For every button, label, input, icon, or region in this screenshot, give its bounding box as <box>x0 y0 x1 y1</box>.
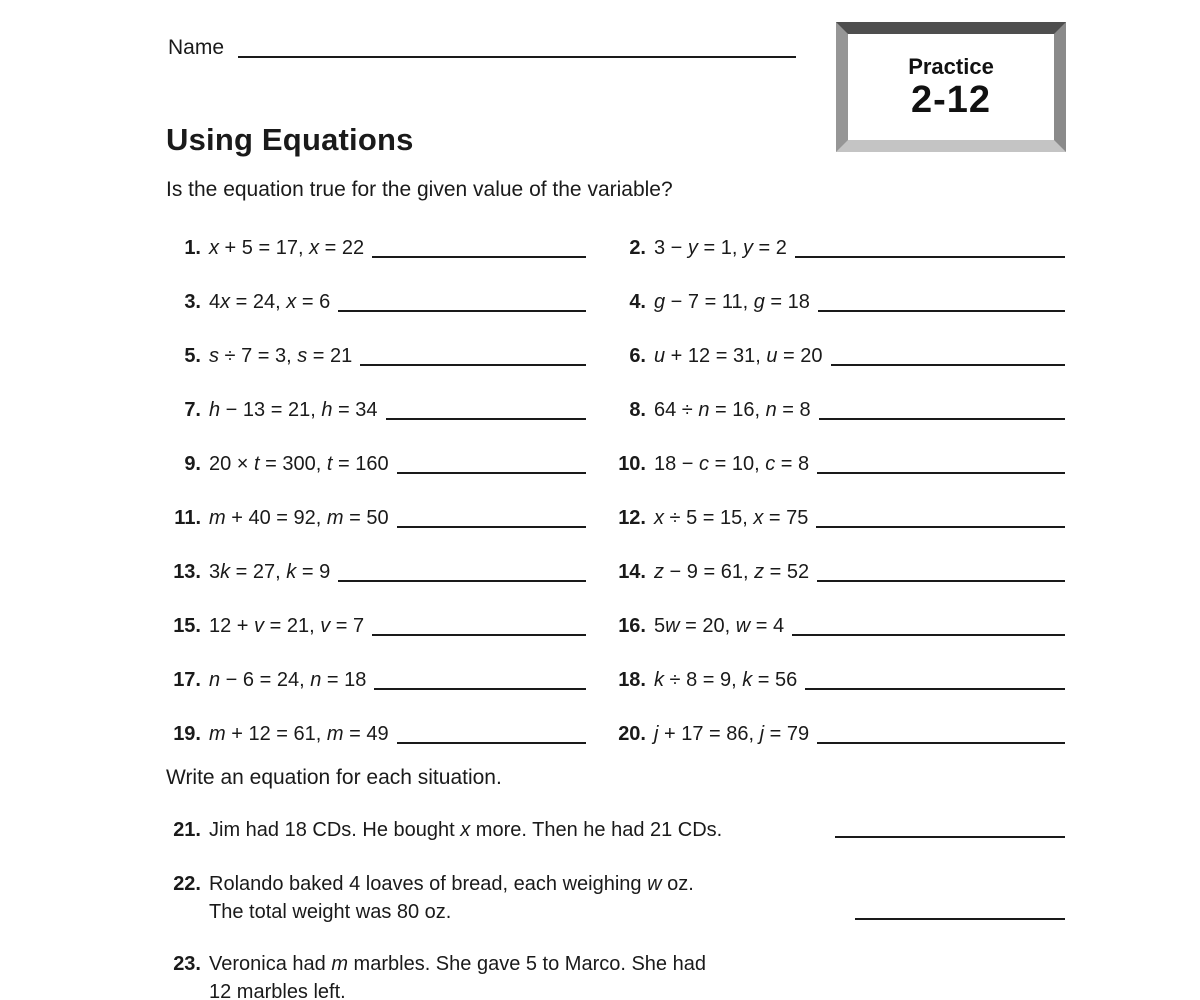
equation-text: 18 − c = 10, c = 8 <box>654 453 810 475</box>
problem-item <box>165 268 610 322</box>
problem-number: 1. <box>184 237 201 259</box>
word-problem-item <box>165 870 1065 926</box>
problem-number: 12. <box>618 507 646 529</box>
equation-text: m + 12 = 61, m = 49 <box>209 723 389 745</box>
equation-text: n − 6 = 24, n = 18 <box>209 669 367 691</box>
problem-number: 5. <box>184 345 201 367</box>
problem-item <box>610 430 1065 484</box>
word-problem-item <box>165 950 1065 1000</box>
word-problem-line: Veronica had m marbles. She gave 5 to Marco. She had <box>209 953 706 975</box>
name-row <box>168 36 808 60</box>
equation-text: z − 9 = 61, z = 52 <box>654 561 810 583</box>
practice-label: Practice <box>908 54 994 79</box>
answer-blank[interactable] <box>397 526 586 528</box>
problem-item <box>610 322 1065 376</box>
answer-blank[interactable] <box>855 918 1065 920</box>
problem-number: 3. <box>184 291 201 313</box>
problem-item <box>610 268 1065 322</box>
answer-blank[interactable] <box>835 836 1065 838</box>
problem-item <box>610 592 1065 646</box>
problem-item <box>165 214 610 268</box>
problem-number: 7. <box>184 399 201 421</box>
answer-blank[interactable] <box>372 256 586 258</box>
equation-text: 3 − y = 1, y = 2 <box>654 237 787 259</box>
problem-item <box>165 646 610 700</box>
equation-text: x ÷ 5 = 15, x = 75 <box>654 507 809 529</box>
word-problem-line: The total weight was 80 oz. <box>209 901 452 923</box>
word-problem-text <box>209 870 694 926</box>
equation-text: 20 × t = 300, t = 160 <box>209 453 389 475</box>
answer-blank[interactable] <box>792 634 1065 636</box>
problem-item <box>165 484 610 538</box>
problem-number: 15. <box>173 615 201 637</box>
answer-blank[interactable] <box>818 310 1065 312</box>
problem-number: 6. <box>629 345 646 367</box>
word-problem-line: Rolando baked 4 loaves of bread, each weighing w oz. <box>209 873 694 895</box>
problem-item <box>610 538 1065 592</box>
answer-blank[interactable] <box>338 580 586 582</box>
answer-blank[interactable] <box>795 256 1065 258</box>
practice-badge <box>836 22 1066 152</box>
answer-blank[interactable] <box>817 742 1065 744</box>
answer-blank[interactable] <box>397 472 586 474</box>
answer-blank[interactable] <box>372 634 586 636</box>
answer-blank[interactable] <box>816 526 1065 528</box>
equation-text: x + 5 = 17, x = 22 <box>209 237 365 259</box>
answer-blank[interactable] <box>817 472 1065 474</box>
equation-text: m + 40 = 92, m = 50 <box>209 507 389 529</box>
problem-item <box>165 376 610 430</box>
equation-text: 12 + v = 21, v = 7 <box>209 615 365 637</box>
problem-number: 2. <box>629 237 646 259</box>
equation-text: 4x = 24, x = 6 <box>209 291 331 313</box>
problem-item <box>165 592 610 646</box>
problem-number: 10. <box>618 453 646 475</box>
answer-blank[interactable] <box>397 742 586 744</box>
problem-item <box>610 214 1065 268</box>
problem-item <box>610 646 1065 700</box>
answer-blank[interactable] <box>386 418 587 420</box>
problem-number: 19. <box>173 723 201 745</box>
problem-number: 17. <box>173 669 201 691</box>
problem-item <box>165 538 610 592</box>
problem-item <box>165 322 610 376</box>
equation-text: h − 13 = 21, h = 34 <box>209 399 378 421</box>
word-problem-text <box>209 816 722 844</box>
section2-instruction: Write an equation for each situation. <box>166 766 502 789</box>
problem-item <box>610 484 1065 538</box>
answer-blank[interactable] <box>360 364 586 366</box>
equation-text: j + 17 = 86, j = 79 <box>654 723 810 745</box>
equation-text: 5w = 20, w = 4 <box>654 615 785 637</box>
name-label: Name <box>168 36 225 59</box>
section1-instruction: Is the equation true for the given value of the variable? <box>166 178 673 201</box>
equation-problems-grid <box>165 214 1065 754</box>
equation-text: g − 7 = 11, g = 18 <box>654 291 810 313</box>
problem-number: 9. <box>184 453 201 475</box>
word-problem-line: 12 marbles left. <box>209 981 346 1000</box>
problem-item <box>165 700 610 754</box>
answer-blank[interactable] <box>831 364 1066 366</box>
answer-blank[interactable] <box>338 310 586 312</box>
problem-number: 23. <box>173 953 201 975</box>
answer-blank[interactable] <box>374 688 586 690</box>
problem-number: 18. <box>618 669 646 691</box>
answer-blank[interactable] <box>817 580 1065 582</box>
equation-text: k ÷ 8 = 9, k = 56 <box>654 669 798 691</box>
answer-blank[interactable] <box>819 418 1065 420</box>
problem-number: 11. <box>174 507 201 529</box>
equation-text: 64 ÷ n = 16, n = 8 <box>654 399 811 421</box>
problem-item <box>610 700 1065 754</box>
word-problems-list <box>165 816 1065 1000</box>
problem-number: 20. <box>618 723 646 745</box>
equation-text: u + 12 = 31, u = 20 <box>654 345 823 367</box>
equation-text: 3k = 27, k = 9 <box>209 561 331 583</box>
problem-item <box>165 430 610 484</box>
problem-number: 14. <box>618 561 646 583</box>
problem-number: 22. <box>173 873 201 895</box>
equation-text: s ÷ 7 = 3, s = 21 <box>209 345 353 367</box>
problem-number: 13. <box>173 561 201 583</box>
problem-item <box>610 376 1065 430</box>
page-title: Using Equations <box>166 122 414 157</box>
problem-number: 16. <box>618 615 646 637</box>
problem-number: 21. <box>173 819 201 841</box>
word-problem-item <box>165 816 1065 844</box>
problem-number: 4. <box>629 291 646 313</box>
name-fill-in-line[interactable] <box>238 38 796 58</box>
word-problem-text <box>209 950 706 1000</box>
problem-number: 8. <box>629 399 646 421</box>
word-problem-line: Jim had 18 CDs. He bought x more. Then he had 21 CDs. <box>209 819 723 841</box>
practice-number: 2-12 <box>910 79 992 121</box>
answer-blank[interactable] <box>805 688 1065 690</box>
